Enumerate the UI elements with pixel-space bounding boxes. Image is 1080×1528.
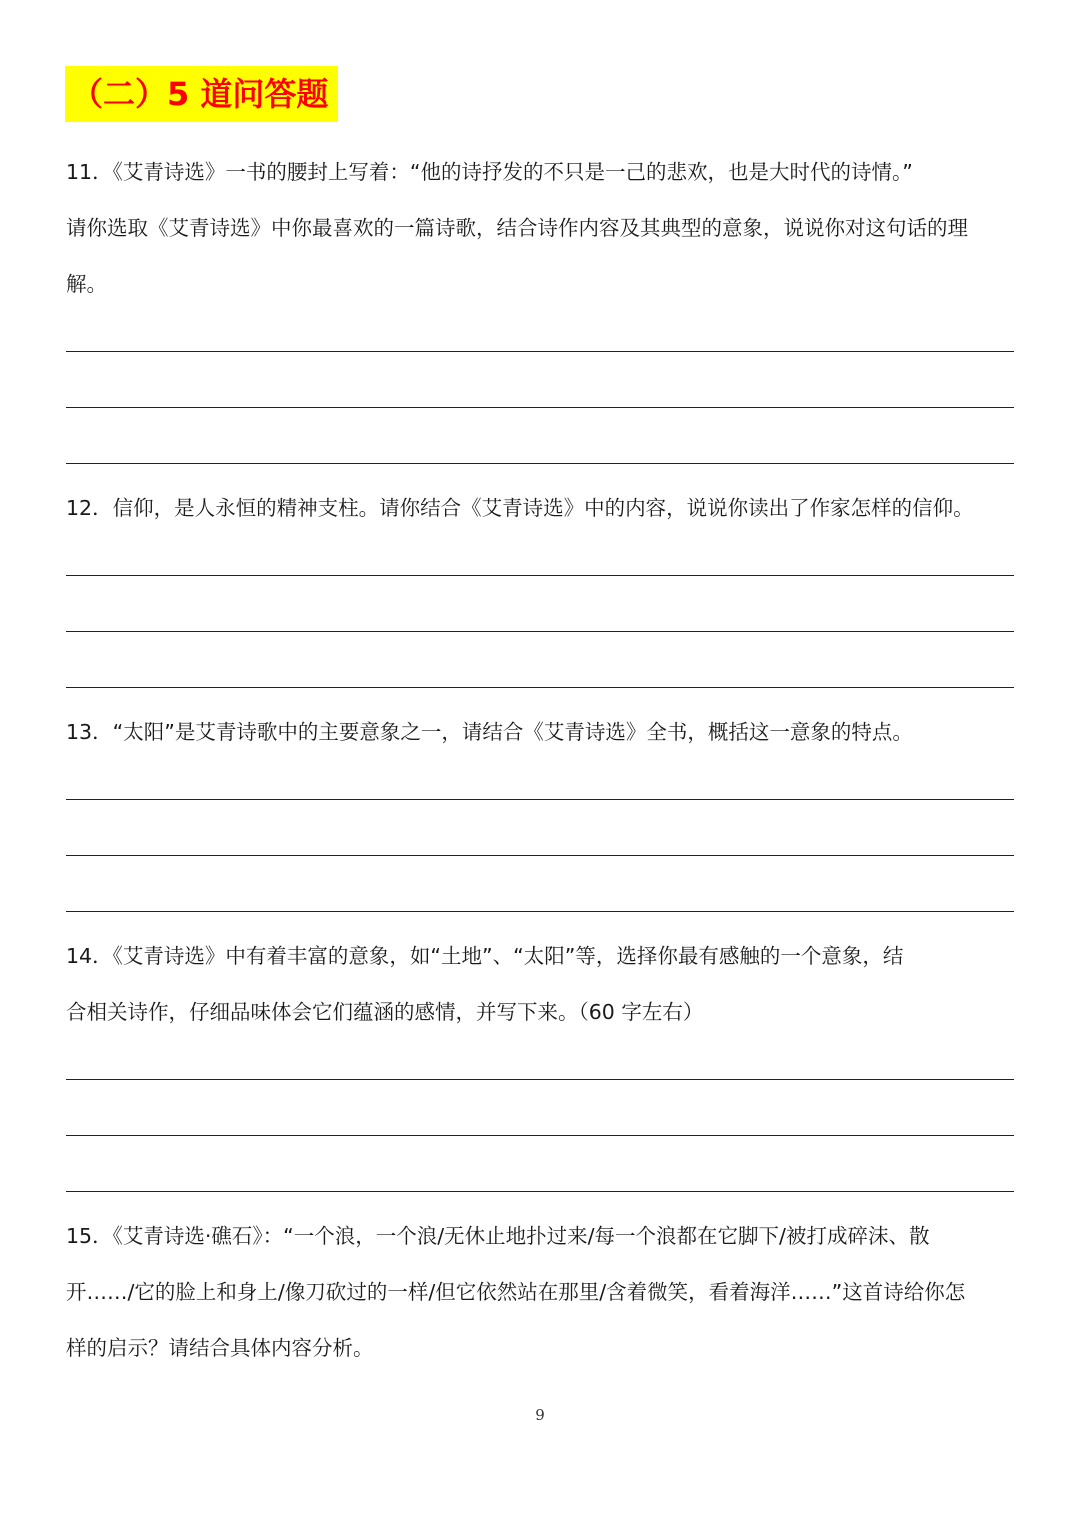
question-15-line-1: 15．《艾青诗选·礁石》：“一个浪，一个浪/无休止地扑过来/每一个浪都在它脚下/被打成碎沫、散 [66, 1224, 930, 1248]
answer-line[interactable] [66, 799, 1014, 800]
answer-line[interactable] [66, 911, 1014, 912]
answer-line[interactable] [66, 463, 1014, 464]
question-11-line-2: 请你选取《艾青诗选》中你最喜欢的一篇诗歌，结合诗作内容及其典型的意象，说说你对这句话的理 [66, 216, 968, 240]
answer-line[interactable] [66, 1079, 1014, 1080]
answer-line[interactable] [66, 407, 1014, 408]
section-title: （二）5 道问答题 [65, 66, 338, 122]
question-15-line-2: 开……/它的脸上和身上/像刀砍过的一样/但它依然站在那里/含着微笑，看着海洋……”这首诗给你怎 [66, 1280, 966, 1304]
question-13-line-1: 13．“太阳”是艾青诗歌中的主要意象之一，请结合《艾青诗选》全书，概括这一意象的特点。 [66, 720, 913, 744]
answer-line[interactable] [66, 1135, 1014, 1136]
page-number: 9 [535, 1406, 545, 1424]
answer-line[interactable] [66, 575, 1014, 576]
question-15-line-3: 样的启示？请结合具体内容分析。 [66, 1336, 374, 1360]
answer-line[interactable] [66, 855, 1014, 856]
question-11-line-1: 11．《艾青诗选》一书的腰封上写着：“他的诗抒发的不只是一己的悲欢，也是大时代的诗情。” [66, 160, 913, 184]
answer-line[interactable] [66, 1191, 1014, 1192]
question-12-line-1: 12．信仰，是人永恒的精神支柱。请你结合《艾青诗选》中的内容，说说你读出了作家怎样的信仰。 [66, 496, 974, 520]
question-14-line-2: 合相关诗作，仔细品味体会它们蕴涵的感情，并写下来。（60 字左右） [66, 1000, 704, 1024]
answer-line[interactable] [66, 351, 1014, 352]
question-11-line-3: 解。 [66, 272, 107, 296]
question-14-line-1: 14．《艾青诗选》中有着丰富的意象，如“土地”、“太阳”等，选择你最有感触的一个意象，结 [66, 944, 904, 968]
answer-line[interactable] [66, 631, 1014, 632]
answer-line[interactable] [66, 687, 1014, 688]
